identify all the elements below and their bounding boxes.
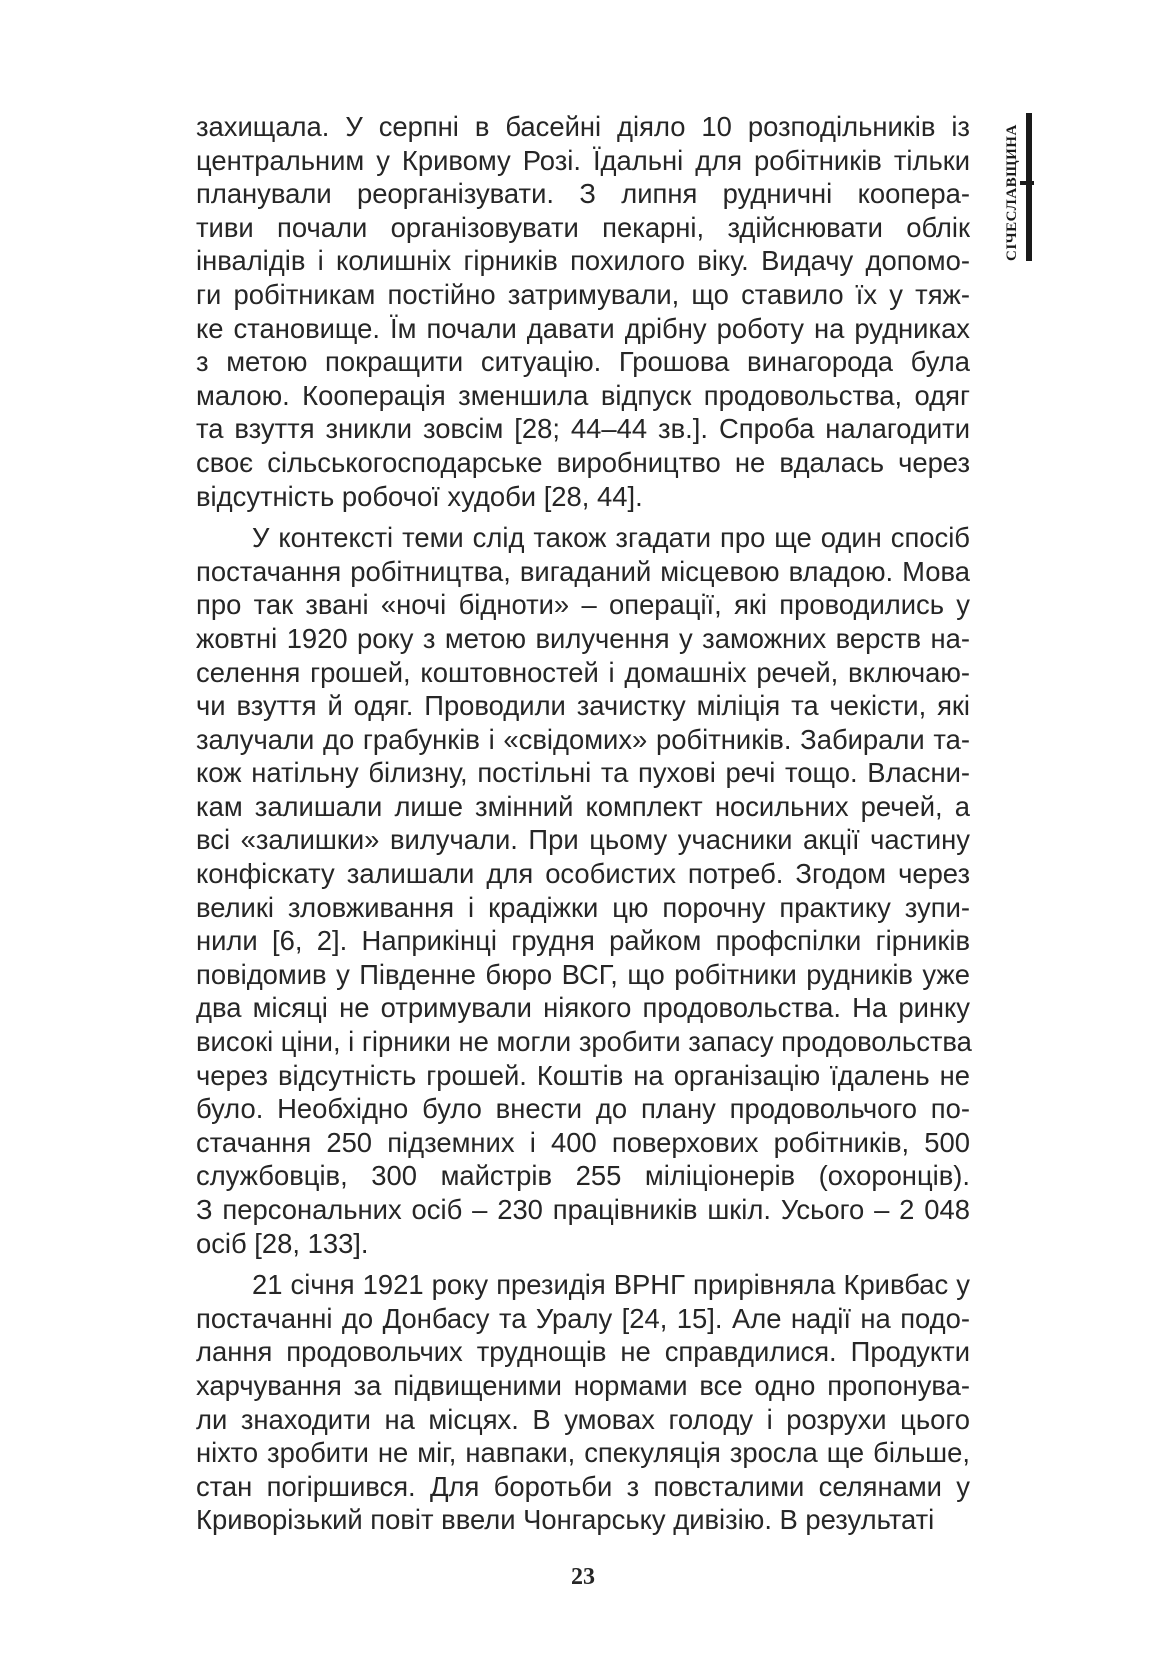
text-line: малою. Кооперація зменшила відпуск продовольства, одяг bbox=[196, 379, 970, 411]
text-line: чи взуття й одяг. Проводили зачистку міліція та чекісти, які bbox=[196, 690, 970, 722]
text-line: було. Необхідно було внести до плану продовольчого по- bbox=[196, 1093, 970, 1125]
text-line: тиви почали організовувати пекарні, здійснювати облік bbox=[196, 211, 970, 243]
text-line: нили [6, 2]. Наприкінці грудня райком профспілки гірників bbox=[196, 925, 970, 957]
text-line: високі ціни, і гірники не могли зробити запасу продовольства bbox=[196, 1026, 972, 1058]
text-line: та взуття зникли зовсім [28; 44–44 зв.]. Спроба налагодити bbox=[196, 413, 970, 445]
text-line: ке становище. Їм почали давати дрібну роботу на рудниках bbox=[196, 312, 970, 344]
text-line: стан погіршився. Для боротьби з повсталими селянами у bbox=[196, 1470, 970, 1502]
page-number: 23 bbox=[571, 1564, 595, 1590]
text-line: У контексті теми слід також згадати про ще один спосіб bbox=[252, 522, 970, 554]
text-line: кож натільну білизну, постільні та пухові речі тощо. Власни- bbox=[196, 757, 970, 789]
text-line: кам залишали лише змінний комплект носильних речей, а bbox=[196, 790, 970, 822]
text-line: постачання робітництва, вигаданий місцевою владою. Мова bbox=[196, 555, 970, 587]
text-line: конфіскату залишали для особистих потреб. Згодом через bbox=[196, 858, 970, 890]
body-text bbox=[196, 110, 970, 1537]
text-line: захищала. У серпні в басейні діяло 10 розподільників із bbox=[196, 111, 970, 142]
text-line: про так звані «ночі бідноти» – операції, які проводились у bbox=[196, 589, 970, 621]
text-line: центральним у Кривому Розі. Їдальні для робітників тільки bbox=[196, 144, 970, 176]
text-line: своє сільськогосподарське виробництво не вдалась через bbox=[196, 446, 970, 478]
text-line: 21 січня 1921 року президія ВРНГ прирівняла Кривбас у bbox=[252, 1269, 970, 1301]
text-line: харчування за підвищеними нормами все одно пропонува- bbox=[196, 1369, 970, 1401]
text-line: жовтні 1920 року з метою вилучення у заможних верств на- bbox=[196, 622, 970, 654]
paragraph-3 bbox=[196, 1268, 970, 1537]
text-line: повідомив у Південне бюро ВСГ, що робітники рудників уже bbox=[196, 958, 970, 990]
text-line: осіб [28, 133]. bbox=[196, 1227, 369, 1259]
side-logo-bar bbox=[1026, 113, 1032, 261]
text-line: ніхто зробити не міг, навпаки, спекуляція зросла ще більше, bbox=[196, 1437, 970, 1469]
text-line: відсутність робочої худоби [28, 44]. bbox=[196, 480, 643, 512]
text-line: через відсутність грошей. Коштів на організацію їдалень не bbox=[196, 1059, 970, 1091]
text-line: селення грошей, коштовностей і домашніх речей, включаю- bbox=[196, 656, 970, 688]
side-logo bbox=[998, 113, 1028, 263]
text-line: ги робітникам постійно затримували, що ставило їх у тяж- bbox=[196, 278, 970, 310]
text-line: службовців, 300 майстрів 255 міліціонерів (охоронців). bbox=[196, 1160, 970, 1192]
text-line: всі «залишки» вилучали. При цьому учасники акції частину bbox=[196, 824, 970, 856]
text-line: з метою покращити ситуацію. Грошова винагорода була bbox=[196, 346, 970, 378]
text-line: залучали до грабунків і «свідомих» робітників. Забирали та- bbox=[196, 723, 970, 755]
side-logo-text: СІЧЕСЛАВЩИНА bbox=[1004, 124, 1020, 261]
text-line: стачання 250 підземних і 400 поверхових робітників, 500 bbox=[196, 1126, 970, 1158]
text-line: ли знаходити на місцях. В умовах голоду і розрухи цього bbox=[196, 1403, 970, 1435]
text-line: лання продовольчих труднощів не справдилися. Продукти bbox=[196, 1336, 970, 1368]
paragraph-2 bbox=[196, 521, 970, 1260]
text-line: великі зловживання і крадіжки цю порочну практику зупи- bbox=[196, 891, 970, 923]
text-line: планували реорганізувати. З липня рудничні коопера- bbox=[196, 178, 970, 210]
text-line: два місяці не отримували ніякого продовольства. На ринку bbox=[196, 992, 970, 1024]
text-line: постачанні до Донбасу та Уралу [24, 15]. Але надії на подо- bbox=[196, 1302, 970, 1334]
text-line: інвалідів і колишніх гірників похилого віку. Видачу допомо- bbox=[196, 245, 970, 277]
text-line: Криворізький повіт ввели Чонгарську дивізію. В результаті bbox=[196, 1504, 935, 1536]
text-line: З персональних осіб – 230 працівників шкіл. Усього – 2 048 bbox=[196, 1194, 970, 1225]
side-logo-cross bbox=[1020, 181, 1034, 185]
paragraph-1 bbox=[196, 110, 970, 513]
